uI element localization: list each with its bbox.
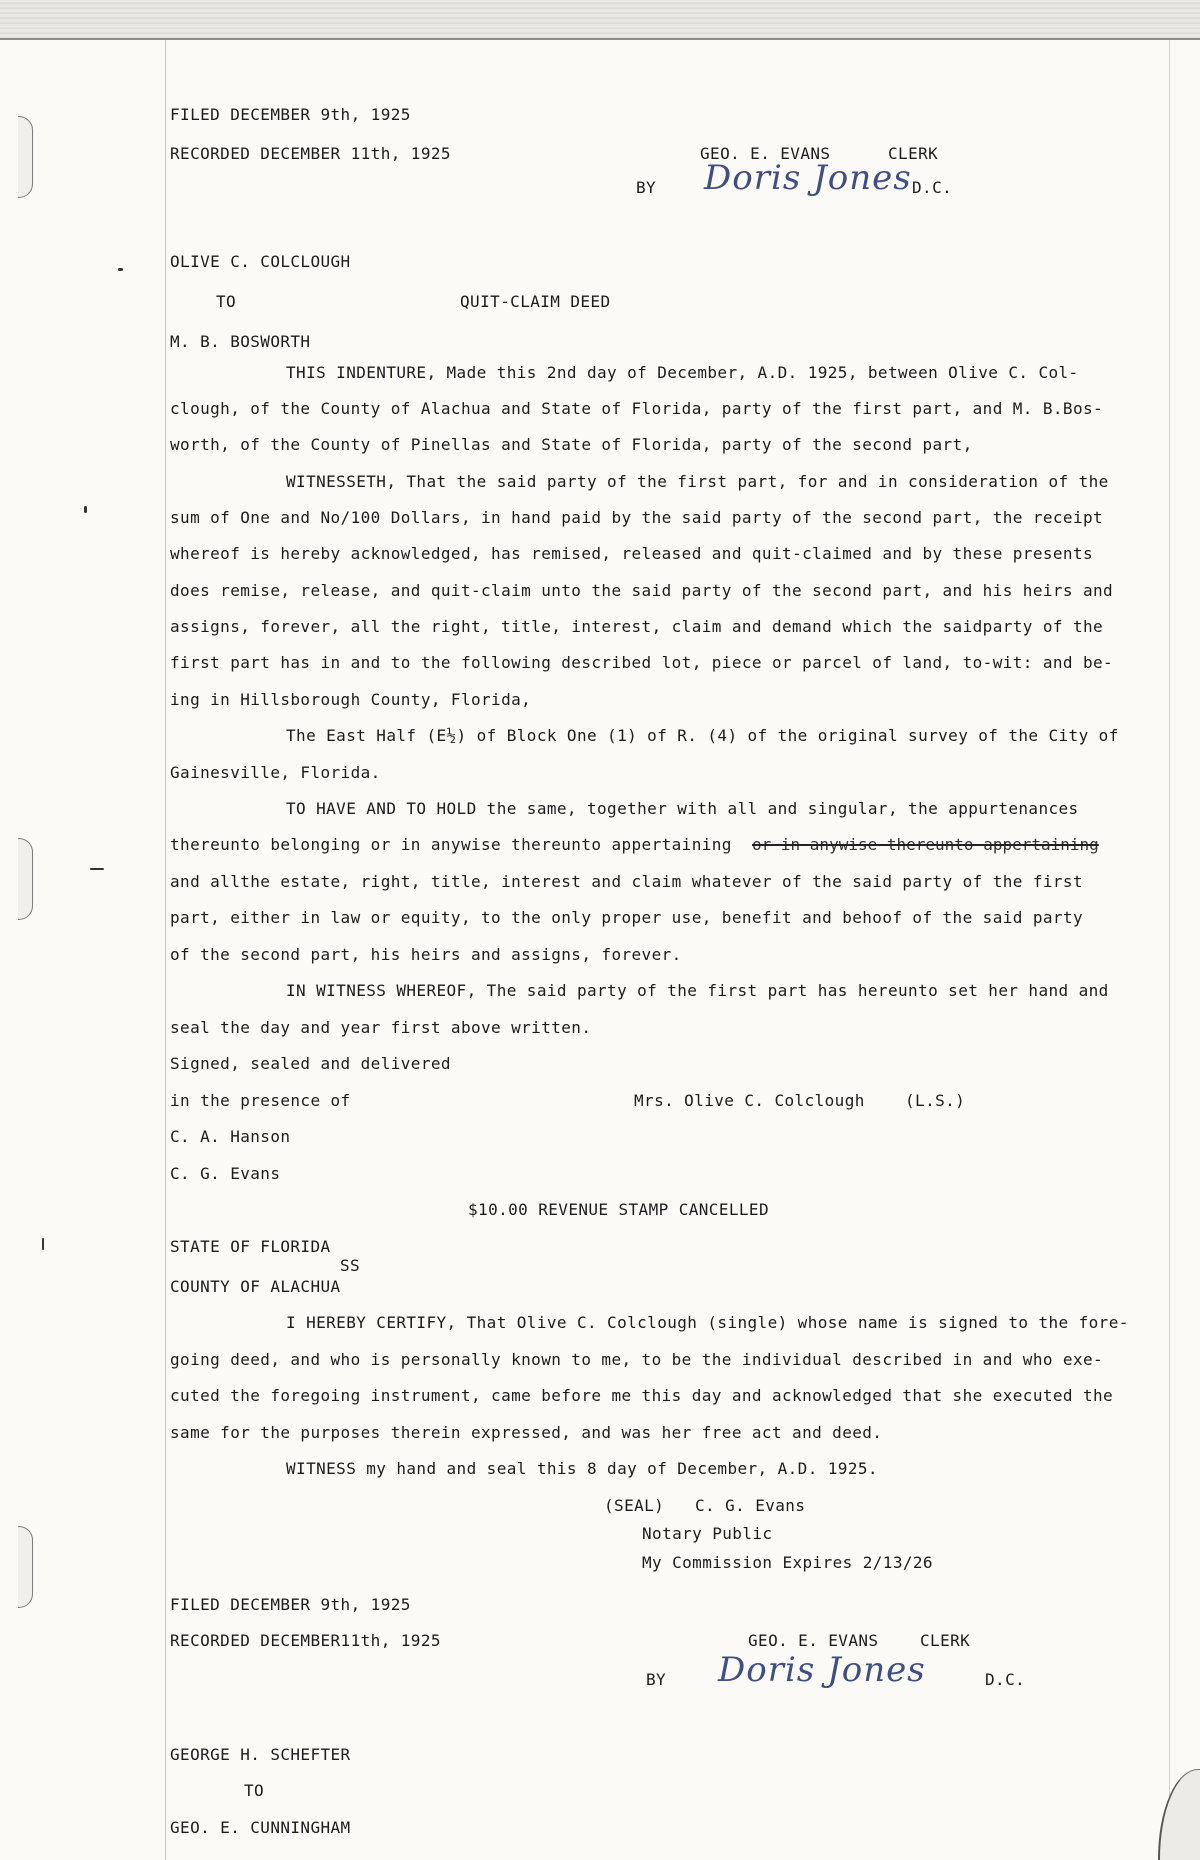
deed-line: worth, of the County of Pinellas and State of Florida, party of the second part,: [170, 435, 973, 454]
by-label: BY: [636, 178, 657, 197]
deed-line: assigns, forever, all the right, title, interest, claim and demand which the saidparty of the: [170, 617, 1104, 636]
deputy-clerk-signature: Doris Jones: [718, 1650, 926, 1690]
witness-my-hand-line: WITNESS my hand and seal this 8 day of December, A.D. 1925.: [286, 1459, 878, 1478]
deed-line: WITNESSETH, That the said party of the first part, for and in consideration of the: [286, 472, 1109, 491]
scan-speck: [84, 506, 87, 513]
filed-date: FILED DECEMBER 9th, 1925: [170, 105, 411, 124]
deed-line: whereof is hereby acknowledged, has remised, released and quit-claimed and by these presents: [170, 544, 1094, 563]
deed-line: Gainesville, Florida.: [170, 763, 381, 782]
deed-line: of the second part, his heirs and assigns, forever.: [170, 945, 682, 964]
page-curl: [1158, 1769, 1200, 1860]
legal-description: The East Half (E½) of Block One (1) of R. (4) of the original survey of the City of: [286, 726, 1119, 745]
deed-line: part, either in law or equity, to the only proper use, benefit and behoof of the said party: [170, 908, 1083, 927]
ls-mark: (L.S.): [905, 1091, 966, 1110]
scan-top-edge: [0, 38, 1200, 40]
witness-name: C. G. Evans: [170, 1164, 281, 1183]
deed-line: first part has in and to the following described lot, piece or parcel of land, to-wit: and be-: [170, 653, 1114, 672]
deed-line: seal the day and year first above written.: [170, 1018, 592, 1037]
witness-name: C. A. Hanson: [170, 1127, 291, 1146]
filed-date: FILED DECEMBER 9th, 1925: [170, 1595, 411, 1614]
grantor-signature: Mrs. Olive C. Colclough: [634, 1091, 865, 1110]
clerk-title: CLERK: [888, 144, 939, 163]
next-grantor-name: GEORGE H. SCHEFTER: [170, 1745, 351, 1764]
scan-speck: [42, 1238, 44, 1250]
deed-line: sum of One and No/100 Dollars, in hand paid by the said party of the second part, the receipt: [170, 508, 1104, 527]
clerk-title: CLERK: [920, 1631, 971, 1650]
clerk-name: GEO. E. EVANS: [700, 144, 831, 163]
left-margin-rule: [165, 40, 166, 1860]
notary-name: C. G. Evans: [695, 1496, 806, 1515]
grantor-name: OLIVE C. COLCLOUGH: [170, 252, 351, 271]
next-to-label: TO: [244, 1781, 265, 1800]
certificate-line: cuted the foregoing instrument, came before me this day and acknowledged that she executed the: [170, 1386, 1114, 1405]
deed-type: QUIT-CLAIM DEED: [460, 292, 611, 311]
revenue-stamp-note: $10.00 REVENUE STAMP CANCELLED: [468, 1200, 769, 1219]
ss-mark: SS: [340, 1256, 361, 1275]
scan-speck: [90, 868, 104, 870]
by-label: BY: [646, 1670, 667, 1689]
next-grantee-name: GEO. E. CUNNINGHAM: [170, 1818, 351, 1837]
right-margin-rule: [1169, 40, 1170, 1810]
deed-line: thereunto belonging or in anywise thereunto appertaining: [170, 835, 732, 854]
recorded-date: RECORDED DECEMBER 11th, 1925: [170, 144, 451, 163]
deed-line: clough, of the County of Alachua and State of Florida, party of the first part, and M. B.Bos-: [170, 399, 1104, 418]
binder-hole-top: [18, 116, 33, 198]
certificate-line: same for the purposes therein expressed, and was her free act and deed.: [170, 1423, 883, 1442]
scan-top-band: [0, 0, 1200, 38]
deputy-clerk-signature: Doris Jones: [704, 158, 912, 198]
recorded-date: RECORDED DECEMBER11th, 1925: [170, 1631, 441, 1650]
deed-line: does remise, release, and quit-claim unto the said party of the second part, and his heirs and: [170, 581, 1114, 600]
certificate-line: I HEREBY CERTIFY, That Olive C. Colclough (single) whose name is signed to the fore-: [286, 1313, 1129, 1332]
testimonium-line: IN WITNESS WHEREOF, The said party of the first part has hereunto set her hand and: [286, 981, 1109, 1000]
signed-sealed-line: Signed, sealed and delivered: [170, 1054, 451, 1073]
state-caption: STATE OF FLORIDA: [170, 1237, 331, 1256]
struck-out-text: or in anywise thereunto appertaining: [752, 835, 1099, 854]
certificate-line: going deed, and who is personally known to me, to be the individual described in and who exe-: [170, 1350, 1104, 1369]
deed-line: and allthe estate, right, title, interest and claim whatever of the said party of the first: [170, 872, 1083, 891]
notary-title: Notary Public: [642, 1524, 773, 1543]
seal-label: (SEAL): [604, 1496, 665, 1515]
binder-hole-middle: [18, 838, 33, 920]
to-label: TO: [216, 292, 237, 311]
deputy-clerk-label: D.C.: [912, 178, 953, 197]
scan-speck: [118, 268, 123, 271]
habendum-line: TO HAVE AND TO HOLD the same, together with all and singular, the appurtenances: [286, 799, 1079, 818]
deputy-clerk-label: D.C.: [985, 1670, 1026, 1689]
deed-line: ing in Hillsborough County, Florida,: [170, 690, 532, 709]
deed-line: THIS INDENTURE, Made this 2nd day of December, A.D. 1925, between Olive C. Col-: [286, 363, 1079, 382]
commission-expiry: My Commission Expires 2/13/26: [642, 1553, 933, 1572]
presence-line: in the presence of: [170, 1091, 351, 1110]
binder-hole-bottom: [18, 1526, 33, 1608]
grantee-name: M. B. BOSWORTH: [170, 332, 311, 351]
county-caption: COUNTY OF ALACHUA: [170, 1277, 341, 1296]
clerk-name: GEO. E. EVANS: [748, 1631, 879, 1650]
